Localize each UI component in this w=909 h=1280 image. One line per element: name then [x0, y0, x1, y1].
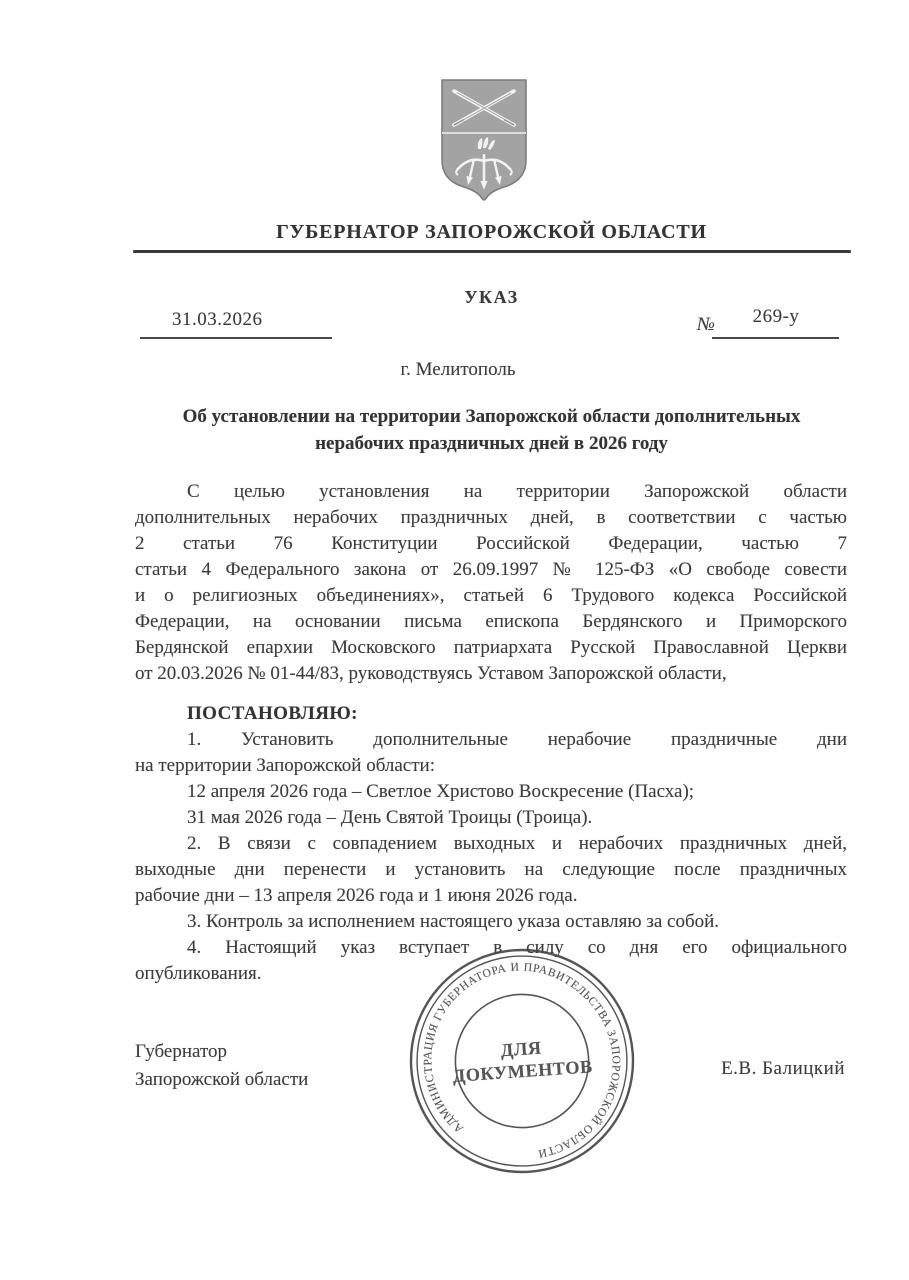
body-line: и о религиозных объединениях», статьей 6 Трудового кодекса Российской: [135, 585, 847, 606]
document-body: [135, 479, 847, 987]
number-sign-label: №: [697, 314, 715, 335]
header-divider: [133, 250, 851, 253]
official-seal-stamp: [401, 940, 642, 1181]
document-title: [133, 403, 850, 457]
body-line: 4. Настоящий указ вступает в силу со дня его официального: [187, 937, 847, 958]
coat-of-arms-icon: [437, 76, 531, 202]
issuing-authority-title: ГУБЕРНАТОР ЗАПОРОЖСКОЙ ОБЛАСТИ: [276, 221, 707, 243]
body-line: дополнительных нерабочих праздничных дней, в соответствии с частью: [135, 507, 847, 528]
body-line: выходные дни перенести и установить на следующие после праздничных: [135, 859, 847, 880]
signatory-position: [135, 1038, 308, 1094]
body-line: 1. Установить дополнительные нерабочие праздничные дни: [187, 729, 847, 750]
number-underline: [712, 337, 839, 339]
body-line: от 20.03.2026 № 01-44/83, руководствуясь Уставом Запорожской области,: [135, 663, 727, 684]
signatory-position-line1: Губернатор: [135, 1041, 228, 1062]
document-date: 31.03.2026: [172, 309, 263, 330]
document-number: 269-у: [752, 306, 800, 327]
body-line: опубликования.: [135, 963, 262, 984]
body-line: 2. В связи с совпадением выходных и нерабочих праздничных дней,: [187, 833, 847, 854]
body-line: 3. Контроль за исполнением настоящего указа оставляю за собой.: [187, 911, 720, 932]
body-line: С целью установления на территории Запорожской области: [187, 481, 847, 502]
body-line: 12 апреля 2026 года – Светлое Христово Воскресение (Пасха);: [187, 781, 695, 802]
body-line: рабочие дни – 13 апреля 2026 года и 1 июня 2026 года.: [135, 885, 578, 906]
body-line: статьи 4 Федерального закона от 26.09.1997 № 125-ФЗ «О свободе совести: [135, 559, 847, 580]
signatory-name: Е.В. Балицкий: [721, 1058, 845, 1079]
body-line: Бердянской епархии Московского патриархата Русской Православной Церкви: [135, 637, 847, 658]
place-of-issue: г. Мелитополь: [400, 359, 516, 380]
signatory-position-line2: Запорожской области: [135, 1069, 309, 1090]
document-type-heading: УКАЗ: [464, 287, 519, 307]
body-line: на территории Запорожской области:: [135, 755, 435, 776]
body-line: Федерации, на основании письма епископа Бердянского и Приморского: [135, 611, 847, 632]
stamp-center-line2: ДОКУМЕНТОВ: [452, 1056, 594, 1086]
date-underline: [140, 337, 332, 339]
body-line: 31 мая 2026 года – День Святой Троицы (Троица).: [187, 807, 593, 828]
document-title-line2: нерабочих праздничных дней в 2026 году: [315, 433, 668, 454]
body-line: 2 статьи 76 Конституции Российской Федерации, частью 7: [135, 533, 847, 554]
stamp-ring-text: АДМИНИСТРАЦИЯ ГУБЕРНАТОРА И ПРАВИТЕЛЬСТВА ЗАПОРОЖСКОЙ ОБЛАСТИ: [421, 960, 623, 1161]
body-line: ПОСТАНОВЛЯЮ:: [187, 703, 358, 724]
stamp-center-line1: ДЛЯ: [500, 1037, 543, 1061]
document-title-line1: Об установлении на территории Запорожской области дополнительных: [182, 406, 801, 427]
